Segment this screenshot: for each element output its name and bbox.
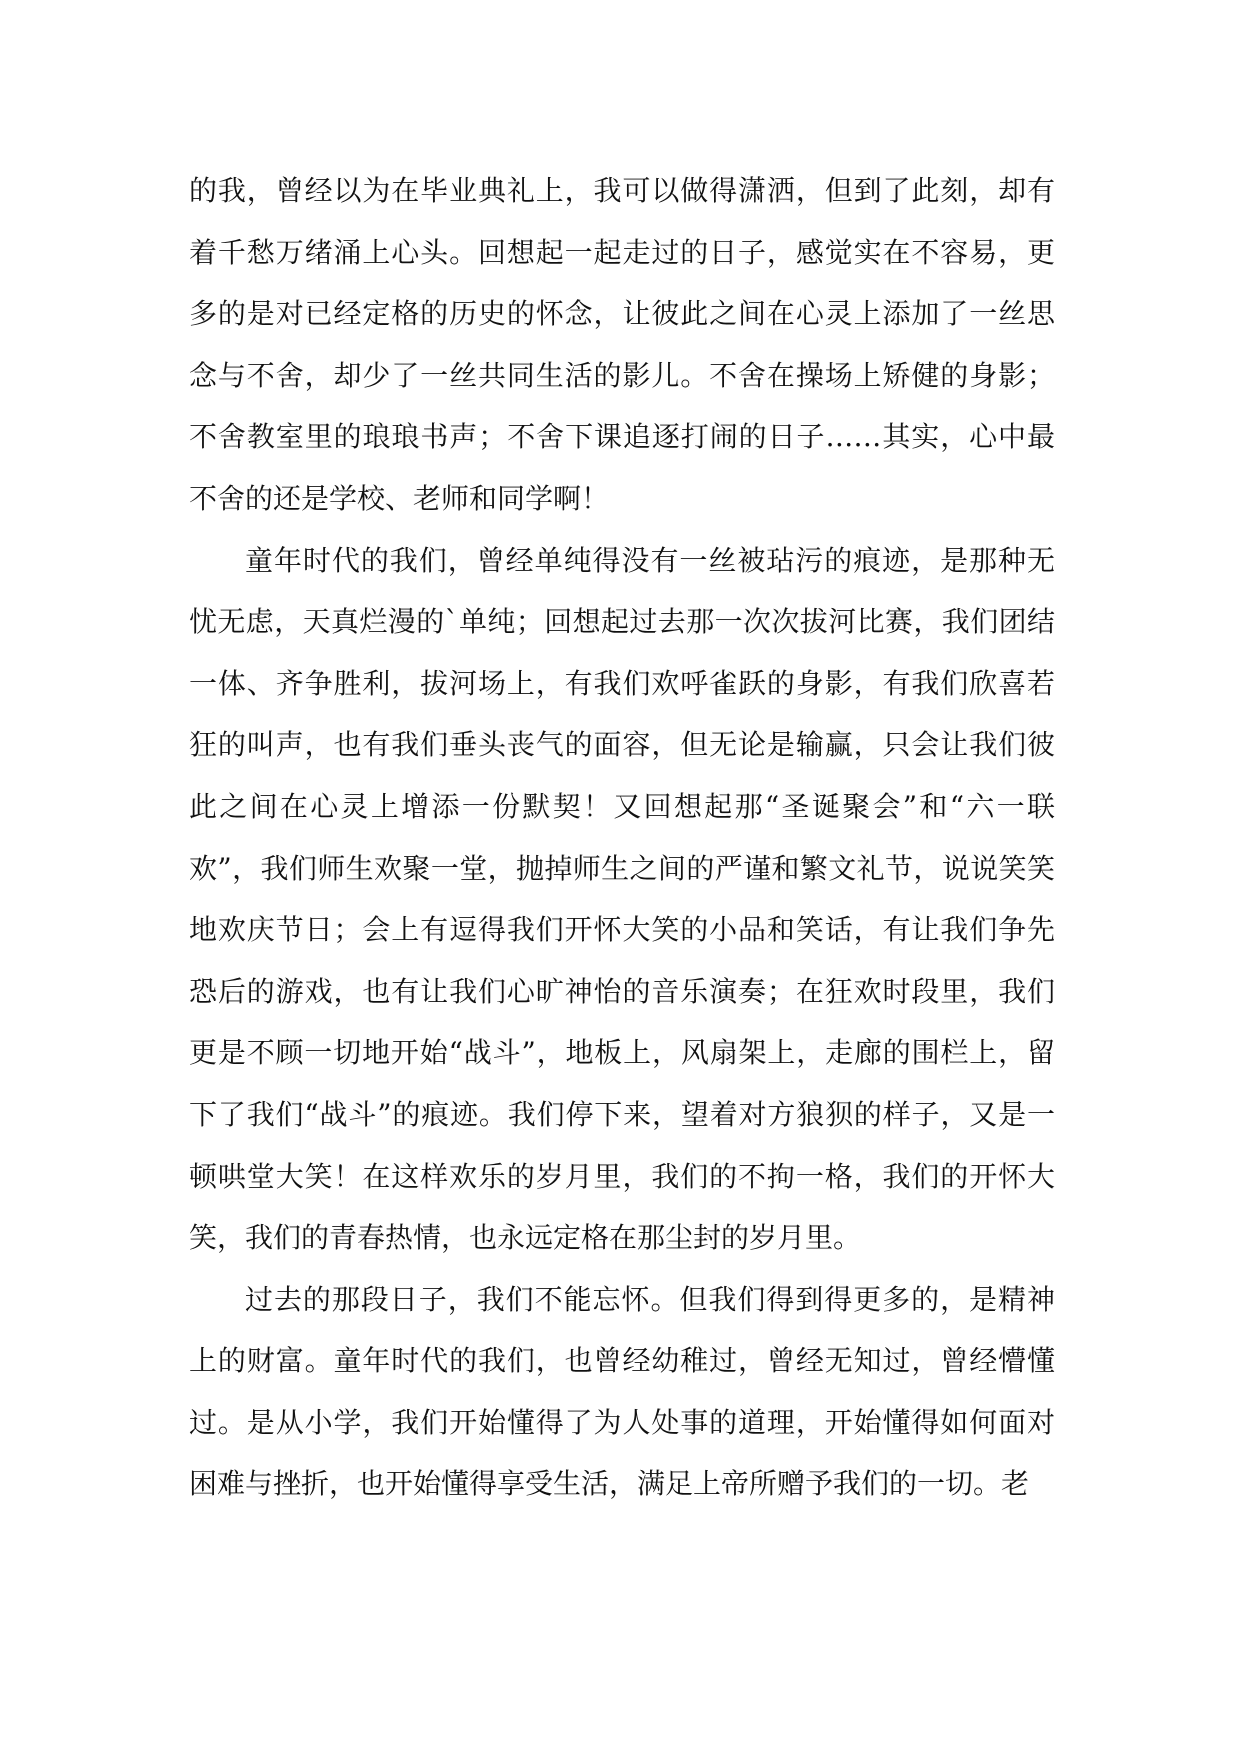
paragraph-2: 童年时代的我们，曾经单纯得没有一丝被玷污的痕迹，是那种无忧无虑，天真烂漫的`单纯；回想起过去那一次次拔河比赛，我们团结一体、齐争胜利，拔河场上，有我们欢呼雀跃的身影，有我们欣喜若狂的叫声，也有我们垂头丧气的面容，但无论是输赢，只会让我们彼此之间在心灵上增添一份默契！又回想起那“圣诞聚会”和“六一联欢”，我们师生欢聚一堂，抛掉师生之间的严谨和繁文礼节，说说笑笑地欢庆节日；会上有逗得我们开怀大笑的小品和笑话，有让我们争先恐后的游戏，也有让我们心旷神怡的音乐演奏；在狂欢时段里，我们更是不顾一切地开始“战斗”，地板上，风扇架上，走廊的围栏上，留下了我们“战斗”的痕迹。我们停下来，望着对方狼狈的样子，又是一顿哄堂大笑！在这样欢乐的岁月里，我们的不拘一格，我们的开怀大笑，我们的青春热情，也永远定格在那尘封的岁月里。 <box>189 543 1055 1255</box>
paragraph-1: 的我，曾经以为在毕业典礼上，我可以做得潇洒，但到了此刻，却有着千愁万绪涌上心头。回想起一起走过的日子，感觉实在不容易，更多的是对已经定格的历史的怀念，让彼此之间在心灵上添加了一丝思念与不舍，却少了一丝共同生活的影儿。不舍在操场上矫健的身影；不舍教室里的琅琅书声；不舍下课追逐打闹的日子……其实，心中最不舍的还是学校、老师和同学啊！ <box>189 174 1055 515</box>
document-body <box>189 160 1055 1515</box>
paragraph-3: 过去的那段日子，我们不能忘怀。但我们得到得更多的，是精神上的财富。童年时代的我们，也曾经幼稚过，曾经无知过，曾经懵懂过。是从小学，我们开始懂得了为人处事的道理，开始懂得如何面对困难与挫折，也开始懂得享受生活，满足上帝所赠予我们的一切。老 <box>189 1282 1055 1501</box>
